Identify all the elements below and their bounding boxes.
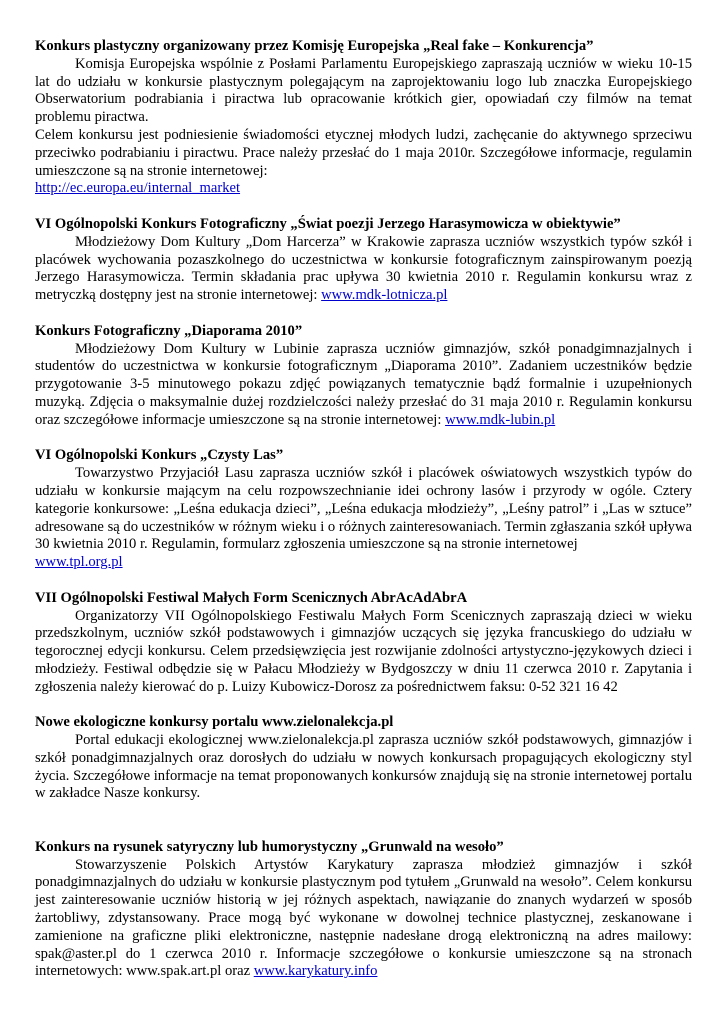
section-harasymowicz <box>35 216 692 305</box>
section-title: VII Ogólnopolski Festiwal Małych Form Scenicznych AbrAcAdAbrA <box>35 589 468 606</box>
section-zielonalekcja <box>35 714 692 803</box>
section-title: Konkurs plastyczny organizowany przez Komisję Europejska „Real fake – Konkurencja” <box>35 38 594 54</box>
link-tpl[interactable]: www.tpl.org.pl <box>35 554 123 571</box>
section-paragraph: Towarzystwo Przyjaciół Lasu zaprasza uczniów szkół i placówek oświatowych wszystkich typów do udziału w konkursie mającym na celu rozpowszechnianie idei ochrony lasów i przyrody w ogóle. Cztery kategorie konkursowe: „Leśna edukacja dzieci”, „Leśna edukacja młodzieży”, „Leśny patrol” i „Las w sztuce” adresowane są do uczestników w różnym wieku i o różnych zainteresowaniach. Termin zgłaszania szkół upływa 30 kwietnia 2010 r. Regulamin, formularz zgłoszenia umieszczone są na stronie internetowej <box>35 465 692 553</box>
section-paragraph: Stowarzyszenie Polskich Artystów Karykatury zaprasza młodzież gimnazjów i szkół ponadgimnazjalnych do udziału w konkursie plastycznym pod tytułem „Grunwald na wesoło”. Celem konkursu jest zainteresowanie uczniów historią w jej różnych aspektach, nawiązanie do znanych wydarzeń w sposób żartobliwy, zdystansowany. Prace mogą być wykonane w dowolnej technice plastycznej, zeskanowane i zamienione na graficzne pliki elektroniczne, następnie nadesłane drogą elektroniczną na adres mailowy: spak@aster.pl do 1 czerwca 2010 r. Informacje szczegółowe o konkursie umieszczone są na stronach internetowych: www.spak.art.pl oraz www.karykatury.info <box>35 856 692 980</box>
section-paragraph: Celem konkursu jest podniesienie świadomości etycznej młodych ludzi, zachęcanie do aktywnego sprzeciwu przeciwko podrabianiu i piractwu. Prace należy przesłać do 1 maja 2010r. Szczegółowe informacje, regulamin umieszczone są na stronie internetowej: <box>35 126 692 179</box>
link-ec-europa[interactable]: http://ec.europa.eu/internal_market <box>35 180 241 197</box>
link-mdk-lubin[interactable]: www.mdk-lubin.pl <box>445 411 556 428</box>
link-karykatury[interactable]: www.karykatury.info <box>253 963 378 980</box>
section-title: Nowe ekologiczne konkursy portalu www.zielonalekcja.pl <box>35 714 394 731</box>
section-real-fake <box>35 38 692 198</box>
section-diaporama <box>35 323 692 430</box>
section-abracadabra <box>35 590 692 697</box>
section-paragraph: Organizatorzy VII Ogólnopolskiego Festiwalu Małych Form Scenicznych zapraszają dzieci w wieku przedszkolnym, uczniów szkół podstawowych i gimnazjów uczących się języka francuskiego do udziału w tegorocznej edycji konkursu. Celem przedsięwzięcia jest rozwijanie zdolności artystyczno-językowych dzieci i młodzieży. Festiwal odbędzie się w Pałacu Młodzieży w Bydgoszczy w dniu 11 czerwca 2010 r. Zapytania i zgłoszenia należy kierować do p. Luizy Kubowicz-Dorosz za pośrednictwem faksu: 0-52 321 16 42 <box>35 607 692 695</box>
section-title: Konkurs na rysunek satyryczny lub humorystyczny „Grunwald na wesoło” <box>35 838 504 855</box>
section-title: VI Ogólnopolski Konkurs Fotograficzny „Świat poezji Jerzego Harasymowicza w obiektywie” <box>35 215 621 232</box>
section-paragraph: Komisja Europejska wspólnie z Posłami Parlamentu Europejskiego zapraszają uczniów w wieku 10-15 lat do udziału w konkursie plastycznym polegającym na zaprojektowaniu logo lub znaczka Europejskiego Obserwatorium podrabiania i piractwa lub opracowanie krótkich gier, opowiadań czy filmów na temat problemu piractwa. <box>35 55 692 126</box>
section-paragraph: Portal edukacji ekologicznej www.zielonalekcja.pl zaprasza uczniów szkół podstawowych, gimnazjów i szkół ponadgimnazjalnych oraz dorosłych do udziału w nowych konkursach propagujących ekologiczny styl życia. Szczegółowe informacje na temat proponowanych konkursów znajdują się na stronie internetowej portalu w zakładce Nasze konkursy. <box>35 732 692 802</box>
section-paragraph: Młodzieżowy Dom Kultury „Dom Harcerza” w Krakowie zaprasza uczniów wszystkich typów szkół i placówek wychowania pozaszkolnego do uczestnictwa w konkursie fotograficznym zainspirowanym poezją Jerzego Harasymowicza. Termin składania prac upływa 30 kwietnia 2010 r. Regulamin konkursu wraz z metryczką dostępny jest na stronie internetowej: www.mdk-lotnicza.pl <box>35 233 692 304</box>
section-paragraph: Młodzieżowy Dom Kultury w Lubinie zaprasza uczniów gimnazjów, szkół ponadgimnazjalnych i studentów do uczestnictwa w konkursie fotograficznym „Diaporama 2010”. Zadaniem uczestników będzie przygotowanie 3-5 minutowego pokazu zdjęć powiązanych tematycznie bądź formalnie i uzupełnionych muzyką. Zdjęcia o maksymalnie dużej rozdzielczości należy przesłać do 31 maja 2010 r. Regulamin konkursu oraz szczegółowe informacje umieszczone są na stronie internetowej: www.mdk-lubin.pl <box>35 340 692 428</box>
document-page <box>35 38 692 999</box>
section-czysty-las <box>35 447 692 572</box>
section-title: Konkurs Fotograficzny „Diaporama 2010” <box>35 322 303 339</box>
section-title: VI Ogólnopolski Konkurs „Czysty Las” <box>35 447 284 464</box>
link-mdk-lotnicza[interactable]: www.mdk-lotnicza.pl <box>321 287 448 304</box>
section-grunwald <box>35 839 692 981</box>
